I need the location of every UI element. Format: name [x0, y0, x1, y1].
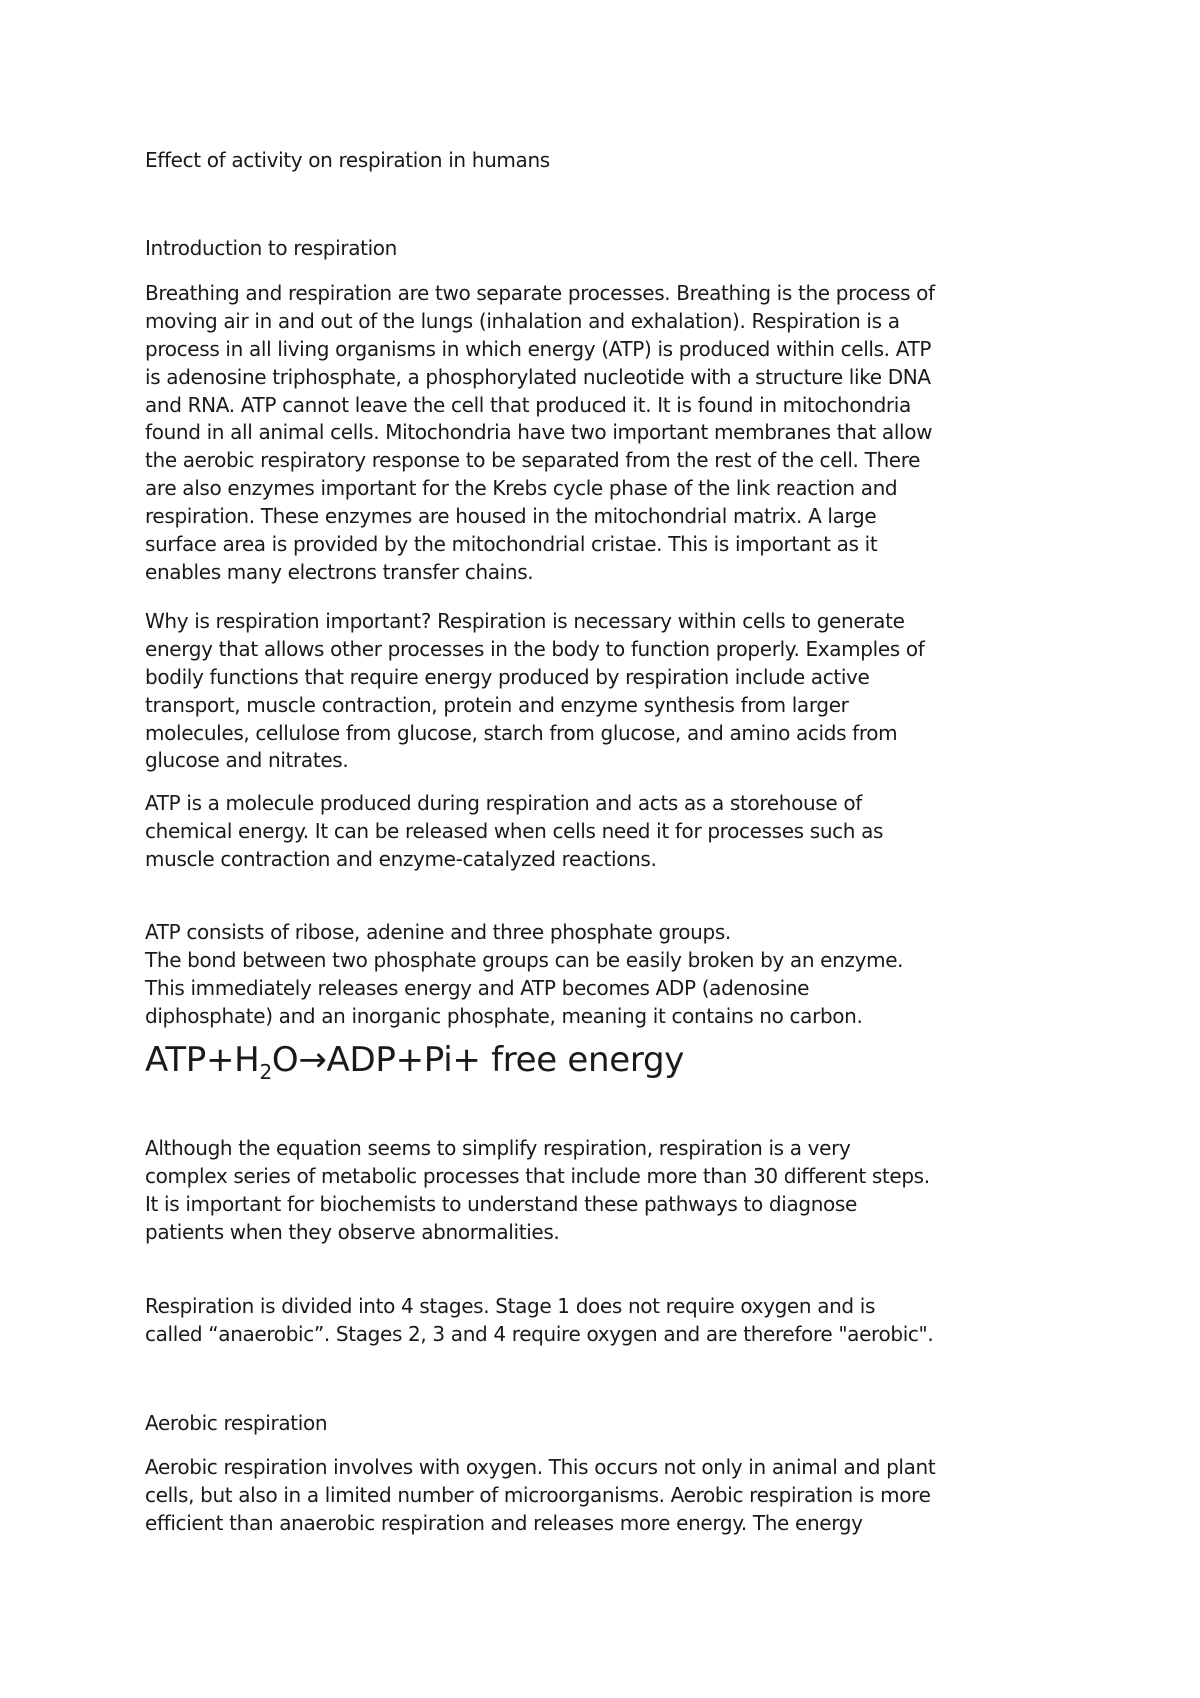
text-line: called “anaerobic”. Stages 2, 3 and 4 require oxygen and are therefore "aerobic". [145, 1321, 934, 1346]
document-title: Effect of activity on respiration in humans [145, 148, 550, 172]
text-line: transport, muscle contraction, protein and enzyme synthesis from larger [145, 692, 849, 717]
aerobic-heading: Aerobic respiration [145, 1411, 328, 1435]
atp-equation [145, 1040, 684, 1092]
paragraph-importance [145, 608, 1105, 775]
text-line: surface area is provided by the mitochondrial cristae. This is important as it [145, 532, 878, 557]
paragraph-atp [145, 790, 1105, 874]
equation-post: O→ADP+Pi+ free energy [271, 1040, 685, 1080]
text-line: moving air in and out of the lungs (inhalation and exhalation). Respiration is a [145, 308, 900, 333]
text-line: enables many electrons transfer chains. [145, 559, 534, 584]
text-line: ATP is a molecule produced during respiration and acts as a storehouse of [145, 791, 862, 815]
text-line: The bond between two phosphate groups can be easily broken by an enzyme. [145, 947, 904, 972]
text-line: glucose and nitrates. [145, 748, 349, 773]
paragraph-complexity [145, 1135, 1105, 1247]
paragraph-stages [145, 1293, 1105, 1349]
paragraph-intro [145, 280, 1105, 587]
text-line: Aerobic respiration involves with oxygen. This occurs not only in animal and plant [145, 1455, 936, 1479]
text-line: complex series of metabolic processes that include more than 30 different steps. [145, 1163, 930, 1188]
text-line: process in all living organisms in which energy (ATP) is produced within cells. ATP [145, 336, 932, 361]
text-line: ATP consists of ribose, adenine and three phosphate groups. [145, 920, 731, 944]
text-line: molecules, cellulose from glucose, starch from glucose, and amino acids from [145, 720, 898, 745]
text-line: respiration. These enzymes are housed in the mitochondrial matrix. A large [145, 504, 877, 529]
text-line: Respiration is divided into 4 stages. Stage 1 does not require oxygen and is [145, 1294, 876, 1318]
text-line: energy that allows other processes in the body to function properly. Examples of [145, 636, 925, 661]
text-line: and RNA. ATP cannot leave the cell that produced it. It is found in mitochondria [145, 392, 911, 417]
text-line: Breathing and respiration are two separate processes. Breathing is the process of [145, 281, 935, 305]
text-line: muscle contraction and enzyme-catalyzed reactions. [145, 846, 657, 871]
text-line: bodily functions that require energy produced by respiration include active [145, 664, 870, 689]
text-line: efficient than anaerobic respiration and releases more energy. The energy [145, 1510, 863, 1535]
text-line: is adenosine triphosphate, a phosphorylated nucleotide with a structure like DNA [145, 364, 931, 389]
paragraph-atp-structure [145, 919, 1105, 1031]
equation-subscript: 2 [259, 1059, 272, 1084]
text-line: found in all animal cells. Mitochondria have two important membranes that allow [145, 420, 933, 445]
text-line: the aerobic respiratory response to be separated from the rest of the cell. There [145, 448, 921, 473]
paragraph-aerobic [145, 1454, 1105, 1538]
text-line: chemical energy. It can be released when cells need it for processes such as [145, 818, 884, 843]
text-line: This immediately releases energy and ATP becomes ADP (adenosine [145, 975, 810, 1000]
text-line: cells, but also in a limited number of microorganisms. Aerobic respiration is more [145, 1482, 931, 1507]
text-line: are also enzymes important for the Krebs cycle phase of the link reaction and [145, 476, 898, 501]
text-line: patients when they observe abnormalities. [145, 1219, 560, 1244]
text-line: diphosphate) and an inorganic phosphate, meaning it contains no carbon. [145, 1003, 863, 1028]
text-line: Why is respiration important? Respiration is necessary within cells to generate [145, 609, 905, 633]
intro-heading: Introduction to respiration [145, 236, 398, 260]
text-line: It is important for biochemists to understand these pathways to diagnose [145, 1191, 857, 1216]
equation-pre: ATP+H [145, 1040, 260, 1080]
text-line: Although the equation seems to simplify respiration, respiration is a very [145, 1136, 851, 1160]
